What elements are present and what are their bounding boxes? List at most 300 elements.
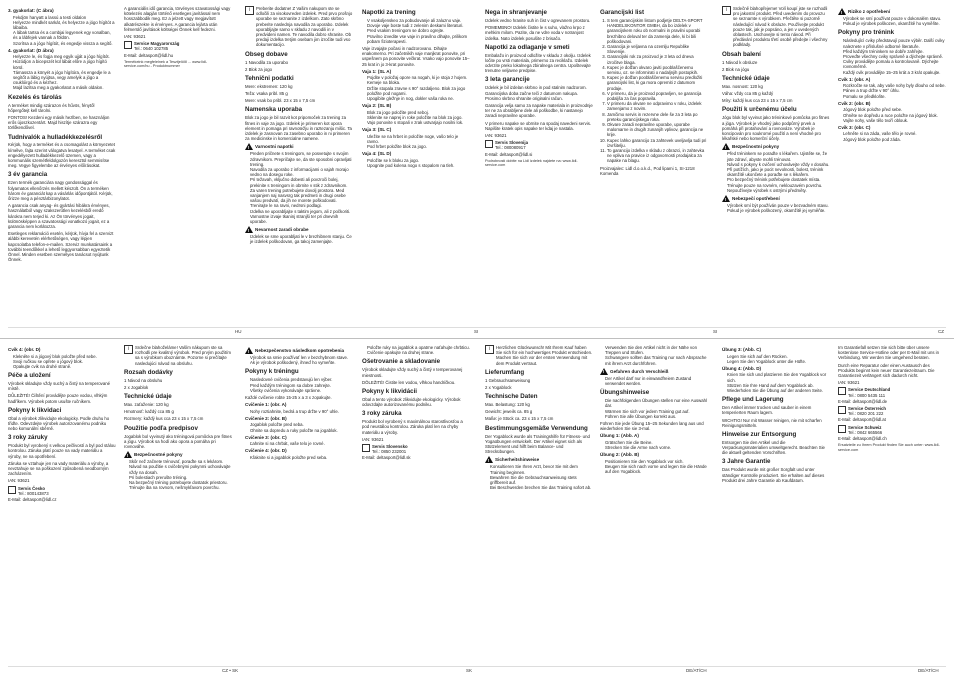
service-country: Servis Česko xyxy=(18,485,45,491)
bullet-list xyxy=(8,354,116,370)
paragraph: DŮLEŽITÉ! Čištění provádějte pouze vodou, vlhkým hadříkem. Výrobek potom usušte ručníkem. xyxy=(8,393,108,404)
warning-label: Gefahren durch Verschleiß xyxy=(610,368,669,374)
section-heading: Obseg dobave xyxy=(245,50,288,58)
paragraph: Blok za jogo je bil razvit kot pripomoček za trening za fitnes in vaje za jogo. Izdelek je primeren kot opora element in pomaga pri ravnotežju in raztezanju mišic. Ta izdelek je zasnovan za zasebno uporabo in ni primeren za medicinske in komercialne namene. xyxy=(245,115,352,142)
paragraph: Produkt byl vyrobený s velkou pečlivostí a byl pod stálou kontrolou. Záruka platí pouze na vady materiálu a výroby, ne na opotřebení. xyxy=(8,443,116,459)
list-item: • Výrobok sa smie používať len v bezchybnom stave. Ak je výrobok poškodený, ihneď ho vymeňte. xyxy=(250,355,353,365)
list-item: • Pro bezpečný trénink potřebujete dostatek místa. xyxy=(727,177,830,182)
subsection-heading: Übung 3: (Abb. C) xyxy=(722,347,762,352)
phone-icon xyxy=(124,41,132,49)
paragraph: Max. Belastung: 120 kg xyxy=(485,402,530,408)
warning-triangle-icon xyxy=(722,143,730,150)
list-item: • A lábak tartsa és a combjai legyenek egy vonalban, és a lábfejek vannak a földön. xyxy=(13,30,116,40)
list-item: • Izdelka ne uporabljajte s taktim jegom, ali z počkoriti. xyxy=(250,209,353,214)
list-item: • Za varen trening potrebujete dovolj prostora. Med vanjanjem naj nasvsrg tak predmeti in drugi osebe vašou predvatí, da jih ne morete poškodovati. xyxy=(250,188,353,204)
list-item: • Jógový blok položte před sebe. xyxy=(843,107,946,112)
paragraph: IAN: 93621 xyxy=(838,380,860,386)
list-item: • Nasledovné cvičenia predstavujú len výber. xyxy=(250,377,353,382)
paragraph: WICHTIG! Nur mit Wasser reinigen, nie mit scharfen Reinigungsmitteln. xyxy=(722,417,822,428)
list-item: • Sklenite se naprej in roke položite na blok za jogo. xyxy=(367,115,470,120)
list-item: 10. Kupec lahko garancijo za zahtevek uveljavlja tudi pri izvršitelju. xyxy=(607,138,708,148)
bullet-list xyxy=(485,464,593,490)
paragraph: Rozmery: každý kus cca 23 x 15 x 7,5 cm xyxy=(124,416,204,422)
bottom-spread xyxy=(0,339,954,677)
column xyxy=(600,6,708,324)
subsection-heading: Cvik 1: (obr. A) xyxy=(838,76,871,82)
paragraph: E-Mail: deltasport@lidl.at xyxy=(838,417,886,423)
paragraph: Záruka se vztahuje jen na vady materiálu a výroby, a nevztahuje se na poškození způsobená neodborným zacházením. xyxy=(8,460,109,477)
service-phone: Tel.: 0800 5435 111 xyxy=(848,392,886,398)
service-phone: Tel.: 0850 232001 xyxy=(372,449,407,455)
paragraph: Garancija velja samo za napake materiala in proizvodnje ter ne za obrabljene dele ali poškodbe, ki nastanejo zaradi nepravilne uporabe. xyxy=(485,102,593,119)
paragraph: POMEMBNO! Izdelek čistite le s suho, vlažno krpo z mehkim milom. Pazite, da ne vdre voda v notranjost izdelka. Nato izdelek posušite z brisačo. xyxy=(485,25,585,41)
list-item: • Szorítsa a a jógo hígítót, és engedje vissza a segítő. xyxy=(13,41,116,46)
intro-text: Srdečne blahoželáme! Vaším nákupom ste sa rozhodli pre kvalitný výrobok. Pred prvým použitím sa s výrobkom oboznámte. Pozorne si prečítajte nasledujúci návod na obsluhu. xyxy=(135,345,232,366)
paragraph: Jogablok bol vyvinutý ako tréningová pomôcka pre fitnes a jógu. Výrobok sa hodí ako opora a pomáha pri rovnováhe. xyxy=(124,433,232,449)
service-contact xyxy=(485,140,593,150)
subsection-heading: Vaja 3: (SL C) xyxy=(362,127,392,133)
column xyxy=(722,6,830,324)
list-item: • Schwangere sollten das Training nur nach Absprache mit ihrem Arzt durchführen. xyxy=(605,355,708,365)
subsection-heading: Übung 2: (Abb. B) xyxy=(600,452,640,458)
warning-label: Nevarnost zaradi obrabe xyxy=(255,226,309,232)
section-heading: Napotki za trening xyxy=(362,9,416,16)
subsection-heading: Vaja 1: (SL A) xyxy=(362,68,392,74)
list-item: • Návod na použitie s cvičebnými pokynmi uchovávajte vždy na dosah. xyxy=(129,464,232,474)
list-item: 8. Jamčimo servis in rezervne dele še za 3 leta po preteku garancijskega roka. xyxy=(607,112,708,122)
paragraph: Obal a výrobek zlikvidujte ekologicky. Podle druhu ho třiďte. Odevzdejte výrobek autorizovanému podniku nebo komunální sběrně. xyxy=(8,415,110,432)
list-item: • Wärmen Sie sich vor jedem Training gut auf. xyxy=(605,409,708,414)
column xyxy=(362,345,470,663)
section-heading: Tehnični podatki xyxy=(245,74,294,82)
service-contact xyxy=(838,425,946,435)
list-item: • Helyezze mindkét sarkát, és helyezze a jógo hígítót a lábaiba. xyxy=(13,20,116,30)
paragraph: Max. nosnost: 120 kg xyxy=(722,83,763,89)
bullet-list xyxy=(722,372,830,393)
warning-triangle-icon xyxy=(124,451,132,458)
paragraph: A garancia csak anyag- és gyártási hibákra érvényes, használatból vagy szakszerűtlen kezelésből eredő károkra nem terjed ki. Az Ön törvényes jogait, különösképpen a szavatossági vonatkozó jogait, ez a garancia nem korlátozza. xyxy=(8,203,110,230)
warning-heading xyxy=(124,451,232,458)
bullet-list xyxy=(838,83,946,99)
list-item: • Při potížích, jako je pocit nevolnosti, bolest, trénink okamžitě ukončete a poraďte se s lékařem. xyxy=(727,167,830,177)
info-book-icon: i xyxy=(245,6,254,15)
paragraph: Obal a tento výrobok zlikvidujte ekologicky. Výrobok odovzdajte autorizovanému podniku. xyxy=(362,396,461,408)
service-country: Service Schweiz xyxy=(848,424,882,430)
paragraph: E-Mail: deltasport@lidl.ch xyxy=(838,436,887,442)
section-heading: Pokyny pro trénink xyxy=(838,29,895,37)
bullet-list xyxy=(838,107,946,123)
warning-label: Varnostni napotki xyxy=(255,144,294,150)
list-item: • Na bezpečný tréning potrebujete dostatok priestoru. xyxy=(129,480,232,485)
footnote: Ersatzteile zu Ihrem Produkt finden Sie auch unter: www.lidl-service.com xyxy=(838,443,940,452)
list-item: • Cvičenie opakujte na druhej strane. xyxy=(367,350,470,355)
list-item: • Varnostne izvaje tkaninj stranjši ter pri dnevnih uporabe. xyxy=(250,214,353,224)
bullet-list xyxy=(245,441,353,446)
list-item: • Rozkročte se tak, aby vaše nohy byly dlouho od sebe. xyxy=(843,83,946,88)
list-item: • Ľahnite si na chrbát, vaše telo je rovné. xyxy=(250,441,353,446)
service-country: Service Deutschland xyxy=(848,387,891,393)
paragraph: Váha: vždy cca 85 g každý xyxy=(722,91,774,97)
warning-label: Riziko z opotřebení xyxy=(848,8,891,14)
warning-label: Nebezpečenstvo následkom opotrebenia xyxy=(255,347,345,353)
section-heading: 3 roky záruky xyxy=(8,434,48,442)
list-item: • Positionieren Sie den Yogablock vor sich. xyxy=(605,459,708,464)
list-item: • Grätschen Sie die Beine. xyxy=(605,440,708,445)
paragraph: 1 Návod k obsluze xyxy=(722,59,758,65)
paragraph: E-Mail: deltasport@lidl.si xyxy=(485,151,533,157)
bullet-list xyxy=(245,151,353,224)
list-item: • Před tréninkem se poraďte s lékařem. Ujistěte se, že jste zdraví, abyste mohli trénovat. xyxy=(727,151,830,161)
section-heading: Ošetrovanie a skladovanie xyxy=(362,358,441,366)
list-item: • Jógový blok položte pod záda. xyxy=(843,137,946,142)
paragraph: E-Mail: deltasport@lidl.hu xyxy=(124,52,174,58)
section-heading: 3 Jahre Garantie xyxy=(722,458,771,466)
list-item: 1. S tem garancijskim listom podjetje DELTA-SPORT HANDELSKONTOR GMBH, da bo izdelek v garancijskem roku ob normalni in pravilni uporabi brezhibno deloval ter da zamenja dele, ki bi bili poškodovani. xyxy=(607,18,708,44)
bullet-list xyxy=(600,459,708,475)
list-item: • Knien Sie sich und platzieren Sie den Yogablock vor sich. xyxy=(727,372,830,382)
bullet-list xyxy=(362,75,470,101)
column xyxy=(362,6,470,324)
bullet-list xyxy=(362,18,470,44)
bullet-list xyxy=(362,134,470,150)
warning-triangle-icon xyxy=(245,143,253,150)
folio-label: SK xyxy=(466,668,473,673)
paragraph: Ezen termék garanciára nagy gondossággal és folyamatos ellenőrzés mellett készült. Ön a terméken három év garanciát kap a vásárlás időpontjától. Kérjük, őrizze meg a pénztárbizonylatot. xyxy=(8,180,113,201)
warning-heading xyxy=(485,456,593,463)
paragraph: Izdelek je bil izdelan skrbno in pod stalnim nadzorom. Garancijska doba začne teči z datumom nakupa. Prosimo skrbno shranite originalni račun. xyxy=(485,85,587,101)
phone-icon xyxy=(8,486,16,494)
list-item: • Támassza a könyét a jógo hígítóra, és engedje le a segítőt a lábig nyújtsa, vegy amelyik a jógo a csuklóirgó és a kézhez. xyxy=(13,70,116,86)
list-item: • Pod hrbet položite blok za jogo. xyxy=(367,144,470,149)
service-phone: Tel.: 0640 102785 xyxy=(134,46,169,52)
subsection-heading: Cvik 3: (obr. C) xyxy=(838,124,871,130)
list-item: • Pánev a trup držte v 90° úhlu. xyxy=(843,88,946,93)
paragraph: Mere: vsak bo pribl. 23 x 15 x 7,5 cm xyxy=(245,98,316,104)
list-item: • Svoji ručkou se opřete o jógový blok. xyxy=(13,359,116,364)
paragraph: Das Produkt wurde mit großer Sorgfalt und unter ständiger Kontrolle produziert. Sie erhalten auf dieses Produkt drei Jahre Garantie ab Kaufdatum. xyxy=(722,467,825,483)
service-phone: Tel.: 080080917 xyxy=(495,145,526,151)
paragraph: Jógu blok byl vyvinut jako tréninkové pomůcka pro fitnes a jóga. Výrobek je vhodný jako podpůrný prvek a pomáhá při protahování a rovnováze. Výrobek je koncipován pro soukromé použití a není vhodné pro lékařské nebo komerční účely. xyxy=(722,115,830,142)
list-item: • Legen Sie sich auf den Rücken. xyxy=(727,354,830,359)
paragraph: A garanciális idő garancia, törvényes szavatossági vagy kötelezés alapján történő esetleges javítással nem hosszabbodik meg. Ez a jelzett vagy megjavított alkatrészekre is érvényes. A garancia lejárta után felmerülő javítások költségei Önnek kell fedezni. xyxy=(124,6,231,32)
column xyxy=(600,345,708,663)
intro-note xyxy=(124,345,232,366)
section-heading: Nega in shranjevanje xyxy=(485,9,547,16)
paragraph: 2 x Jogablok xyxy=(124,384,149,390)
paragraph: Hmotnosť: každý cca 85 g xyxy=(124,409,174,415)
list-item: • Trenirajte le na ravni, nedrsni podlagi. xyxy=(250,203,353,208)
list-item: • Vajíte nohy, vaše tělo tvoří oblouk. xyxy=(843,118,946,123)
service-country: Service Magyarország xyxy=(134,41,180,47)
bullet-list xyxy=(722,203,830,213)
folio-label: SI xyxy=(474,329,479,334)
list-item: • Lehněte si na záda, vaše tělo je rovné. xyxy=(843,131,946,136)
bullet-list xyxy=(245,377,353,393)
subsection-heading: Cvik 2: (obr. B) xyxy=(838,100,871,106)
paragraph: IAN: 93621 xyxy=(124,34,146,40)
section-heading: Kezelés és tárolás xyxy=(8,93,62,101)
section-heading: 3 leta garancije xyxy=(485,76,530,84)
folio-label: CZ • SK xyxy=(222,668,239,673)
subsection-heading: Cvičenie 2: (obr. B) xyxy=(245,415,287,421)
service-contact xyxy=(838,387,946,397)
service-lines xyxy=(848,387,890,397)
numbered-list xyxy=(600,18,708,164)
paragraph: Embalažo in proizvod odložite v skladu z okolju. Izdelek ločite po vrsti materiala, primerno za reciklažo. Izdelek odvrzite preko lokalnega zbiralnega centra. Upoštevajte trenutne veljavne predpise. xyxy=(485,52,591,74)
section-heading: Použití k určenému účelu xyxy=(722,106,797,114)
list-item: • Verwenden Sie den Artikel nicht in der Nähe von Treppen und Stufen. xyxy=(605,345,708,355)
service-lines xyxy=(495,140,528,150)
folio-label: SI xyxy=(713,329,718,334)
bullet-list xyxy=(245,422,353,432)
list-item: • Fekdjön hanyatt a lassú a testi oldalon xyxy=(13,15,116,20)
warning-triangle-icon xyxy=(838,8,846,15)
subsection-heading: Übung 4: (Abb. D) xyxy=(722,365,762,371)
paragraph: Vaje izvajajte počasi in nadzorovano. Dihajte enakomerno. Pri začetnikih vaje manjkrat ponovite, pri uspešnem pa ponovite večkrat. Vsako vajo ponovite 15–25 krat in jo 3-krat ponovite. xyxy=(362,45,470,67)
bullet-list xyxy=(838,38,946,74)
phone-icon xyxy=(362,444,370,452)
paragraph: A terméket mindig szárazon és hűvös, fénytől hőpergőtejt kell tárolni. xyxy=(8,102,95,113)
list-item: • Stützen Sie Ihre Hand auf dem Yogablock ab. xyxy=(727,383,830,388)
paragraph: V primeru napake se obrnite na spodaj navedeni servis. Napišite kratek opis napake ter kdaj je nastala. xyxy=(485,120,592,131)
intro-note xyxy=(722,6,830,48)
column xyxy=(485,6,593,324)
info-book-icon: i xyxy=(722,6,731,15)
paragraph: IAN: 93621 xyxy=(485,132,507,138)
warning-label: Sicherheitshinweise xyxy=(495,457,540,463)
service-phone: Tel.: 800143873 xyxy=(18,490,49,496)
warning-heading xyxy=(245,347,353,354)
bullet-list xyxy=(245,455,353,460)
folio-label: HU xyxy=(235,329,242,334)
subsection-heading: Cvik 4: (obr. D) xyxy=(8,347,41,352)
folio-rule xyxy=(8,327,946,328)
paragraph: Kérjük, hogy a terméket és a csomagolást a környezetet kímélve, fajta szerint válogatva lesatyel. A terméket csak engedélyezett hulladékkezelő üzemen, vagy a kommunális szemétfeldolgozón keresztül semmisítse meg. Vegye figyelembe az érvényes előírásokat. xyxy=(8,142,116,169)
list-item: • Všetky cvičenia vykonávajte správne. xyxy=(250,388,353,393)
footnote: Podrobnosti dobite na Lidl izdelek najdete na: www.lidl-service.com xyxy=(485,158,578,168)
service-lines xyxy=(372,444,408,454)
list-item: • Navodila za uporabo z informacijami o vajah morajo vedno na dosegu roke. xyxy=(250,167,353,177)
bullet-list xyxy=(8,15,116,46)
bullet-list xyxy=(245,355,353,365)
paragraph: E-Mail: deltasport@lidl.sk xyxy=(362,455,411,461)
warning-heading xyxy=(245,143,353,150)
column xyxy=(838,345,946,663)
subsection-heading: Cvičenie 1: (obr. A) xyxy=(245,402,287,408)
paragraph: 1 Návod na obsluhu xyxy=(124,377,163,383)
info-book-icon: i xyxy=(485,345,494,354)
list-item: • Položte ruky na jogablok a opatrne naťahujte chrbticu. xyxy=(367,345,470,350)
paragraph: Izdelek vedno hranite suh in čist v ogrevanem prostoru. xyxy=(485,17,591,23)
list-item: 9. Okvare zaradi nepravilne uporabe, uporabe malomarne in drugih zunanjih vplivov, garancija ne krije. xyxy=(607,122,708,138)
service-country: Service Österreich xyxy=(848,406,886,412)
list-item: • Nohy roztiahnite, bedrá a trup držte v 90° uhle. xyxy=(250,409,353,414)
list-item: • Držite stopala zravne s 90° razdaljeno. Blok za jogo položite pod nogami. xyxy=(367,86,470,96)
list-item: • Výrobek se smí používat pouze v dokonalém stavu. Pokud je výrobek poškozen, okamžitě ho vyměňte. xyxy=(843,16,946,26)
list-item: • Následující cviky představují pouze výběr. Další cviky naleznete v příslušné odborné literatuře. xyxy=(843,38,946,48)
section-heading: Namenska uporaba xyxy=(245,106,303,114)
list-item: • Pri bolestiach prerušte tréning. xyxy=(129,475,232,480)
warning-heading xyxy=(600,368,708,375)
list-item: • Jogablok položte pred seba. xyxy=(250,422,353,427)
bullet-list xyxy=(722,354,830,364)
list-item: • Strecken Sie die Arme nach vorne. xyxy=(605,445,708,450)
section-heading: Bestimmungsgemäße Verwendung xyxy=(485,424,588,432)
paragraph: Výrobek skladujte vždy suchý a čistý na temperované místě. xyxy=(8,381,110,392)
subsection-heading: Cvičenie 4: (obr. D) xyxy=(245,448,287,454)
paragraph: 2 Blok na jógu xyxy=(722,66,750,72)
phone-icon xyxy=(485,140,493,148)
footnote: Termékeink megfelelnek a Tesztjelölő ... www.lidl-service.com/hu - Produktnummer xyxy=(124,59,208,69)
list-item: • Vajo ponovite s stopali v zrak ustvarjajo nosilni lok. xyxy=(367,120,470,125)
list-item: • Skôr než začnete trénovať, poraďte sa s lekárom. xyxy=(129,459,232,464)
intro-text: Srdečně blahopřejeme! Volí koupí jste se rozhodli pro jakostní produkt. Před uvedením do provozu se seznamte s výrobkem. Přečtěte si pozorně následující návod k obsluze. Používejte produkt pouze tak, jak je popsáno, a jen v uvedených oblastech. Uschovejte si tento návod. Při předávání produktu třetí osobě předejte i všechny podklady. xyxy=(733,6,828,48)
list-item: • Izdelek se sme uporabljati le v brezhibnem stanju. Če je izdelek poškodovan, ga takoj zamenjajte. xyxy=(250,234,353,244)
info-book-icon: i xyxy=(124,345,133,354)
list-item: 7. V primeru da okvare ne odpravimo v roku, izdelek zamenjamo z novim. xyxy=(607,101,708,111)
warning-triangle-icon xyxy=(600,368,608,375)
list-item: • Opakujte cvik na druhé straně. xyxy=(13,364,116,369)
section-heading: Péče a uložení xyxy=(8,372,51,380)
column xyxy=(124,345,232,663)
list-item: • Nepoužívejte výrobek s ostrými předměty. xyxy=(727,188,830,193)
section-heading: Übungshinweise xyxy=(600,389,650,397)
list-item: • Upogibite gležnje in nog, dokler vaša roka ne. xyxy=(367,96,470,101)
paragraph: Proizvajalec: Lidl d.o.o.k.d., Pod lipami 1, SI-1218 Komenda xyxy=(600,165,695,176)
list-item: • Návod s pokyny k cvičení uchovávejte vždy v dosahu. xyxy=(727,162,830,167)
section-heading: Technické údaje xyxy=(722,74,770,82)
warning-triangle-icon xyxy=(722,195,730,202)
list-item: • Pred vsakim treningom se dobro ogrejte. xyxy=(367,28,470,33)
bullet-list xyxy=(362,110,470,126)
list-item: • Konsultieren Sie Ihren Arzt, bevor Sie mit dem Training beginnen. xyxy=(490,464,593,474)
section-heading: Rozsah dodávky xyxy=(124,368,173,376)
section-heading: 3 év garancia xyxy=(8,171,48,179)
warning-label: Bezpečnostní pokyny xyxy=(732,144,780,150)
bullet-list xyxy=(600,376,708,386)
folio-label: DE/AT/CH xyxy=(918,668,939,673)
column xyxy=(485,345,593,663)
paragraph: Durch eine Reparatur oder einen Austausch des Produkts beginnt kein neuer Garantiezeitraum. Die Garantiezeit verlängert sich dadurch nicht. xyxy=(838,362,935,379)
list-item: • Klekněte si a jógový blok položte před sebe. xyxy=(13,354,116,359)
section-heading: Technické údaje xyxy=(124,393,172,401)
column xyxy=(245,345,353,663)
section-heading: Obsah balení xyxy=(722,50,761,58)
warning-triangle-icon xyxy=(485,456,493,463)
list-item: • Proveďte všechny cviky správně a dýchejte správně. xyxy=(843,54,946,59)
service-contact xyxy=(362,444,470,454)
subsection-heading: 3. gyakorlat: (C ábra) xyxy=(8,8,54,13)
service-country: Servis Slovensko xyxy=(372,443,408,449)
column xyxy=(8,345,116,663)
paragraph: Den Artikel immer trocken und sauber in einem temperierten Raum lagern. xyxy=(722,405,812,416)
section-heading: Pokyny k likvidaci xyxy=(8,406,62,414)
service-lines xyxy=(18,486,49,496)
list-item: • V vsakoljenskeo za pobudovanje ali zaluzno vaje. Dovoje vaje boste tudi z zelenim deskami literaturi. xyxy=(367,18,470,28)
bullet-list xyxy=(8,54,116,90)
list-item: 6. V primeru, da je proizvod popravljen, se garancija podaljša za čas popravila. xyxy=(607,91,708,101)
service-country: Servis Slovenija xyxy=(495,140,528,146)
list-item: • Preden pričnete s treningom, se posvetujte s svojim zdravnikom. Prepričajte se, da ste sposobni opravljati trening. xyxy=(250,151,353,167)
list-item: • Pojdite v položaj opore na nogah, ki je stoja z hojem. Kemeje na bloka. xyxy=(367,75,470,85)
section-heading: Hinweise zur Entsorgung xyxy=(722,430,797,438)
service-phone: Tel.: 0820 201 222 xyxy=(848,411,884,417)
list-item: 5. Kupec je dolžan pooblaščenemu servisu predložiti garancijski list, ki ga mora opremiti z datumom prodaje. xyxy=(607,75,708,91)
intro-note xyxy=(485,345,593,366)
warning-heading xyxy=(838,8,946,15)
list-item: • Ohněte se dopředu a ruce položte na jógový blok. xyxy=(843,113,946,118)
paragraph: Produkt bol vyrobený s maximálnou starostlivosťou a pod neustálou kontrolou. Záruka platí len na chyby materiálu a výroby. xyxy=(362,419,463,435)
paragraph: Entsorgen Sie den Artikel und die Verpackungsmaterialien umweltgerecht. Beachten Sie die aktuell geltenden Vorschriften. xyxy=(722,439,825,456)
paragraph: Esetleges reklamáció esetén, kérjük, hívja fel a szervizt alábbi kerevetén elérhetőségen, vagy lépjen kapcsolatba telefon-e-mailen. Szerviz munkatársaink a további teendőkkel a lehető leggyorsabban egyeztetik Önnel. Minden esetben személyes tanácsot nyújtunk Önnek. xyxy=(8,231,114,263)
list-item: • Bewahren Sie die Gebrauchsanweisung stets griffbereit auf. xyxy=(490,475,593,485)
service-phone: Tel.: 0842 665566 xyxy=(848,429,883,435)
service-contact xyxy=(8,486,116,496)
column xyxy=(722,345,830,663)
service-lines xyxy=(134,41,179,51)
service-lines xyxy=(848,425,882,435)
list-item: • Uležite se na hrbet in položite noge, vašo telo je ravno. xyxy=(367,134,470,144)
list-item: • Pomalu se předkloňte. xyxy=(843,94,946,99)
section-heading: Použitie podľa predpisov xyxy=(124,424,198,432)
list-item: • Blok za jogo položite pred seboj. xyxy=(367,110,470,115)
list-item: • Legen Sie den Yogablock unter die Hüfte. xyxy=(727,359,830,364)
section-heading: Lieferumfang xyxy=(485,368,525,376)
service-contact xyxy=(124,41,232,51)
subsection-heading: Vaja 2: (SL B) xyxy=(362,103,392,109)
list-item: • Die nachfolgenden Übungen stellen nur eine Auswahl dar. xyxy=(605,398,708,408)
list-item: • Der Artikel darf nur in einwandfreiem Zustand verwendet werden. xyxy=(605,376,708,386)
phone-icon xyxy=(838,387,846,395)
bullet-list xyxy=(245,409,353,414)
paragraph: DÔLEŽITÉ! Čistite len vodou, vlhkou handričkou. xyxy=(362,379,456,385)
section-heading: Tudnivalók a hulladékkezelésről xyxy=(8,133,103,141)
bullet-list xyxy=(838,16,946,26)
paragraph: Führen Sie jede Übung 15–25 Sekunden lang aus und wiederholen Sie sie 3-mal. xyxy=(600,420,704,432)
list-item: • Húzódjon a bicepszét kül lábát előre a jógo hígító körül. xyxy=(13,59,116,69)
list-item: 2. Garancija je veljavna na ozemlju Republike Slovenije. xyxy=(607,44,708,54)
bullet-list xyxy=(838,131,946,141)
paragraph: 1 Gebrauchsanweisung xyxy=(485,377,531,383)
list-item: • Výrobek smí být používán pouze v bezvadném stavu. Pokud je výrobek poškozený, okamžitě jej vyměňte. xyxy=(727,203,830,213)
list-item: • Každý cvik provádějte 15–25 krát a 3 krát opakujte. xyxy=(843,70,946,75)
section-heading: Pflege und Lagerung xyxy=(722,396,784,404)
paragraph: 2 Blok za jogo xyxy=(245,66,272,72)
paragraph: Gewicht: jeweils ca. 85 g xyxy=(485,409,533,415)
paragraph: Im Garantiefall setzen Sie sich bitte über unsere kostenlose Service-Hotline oder per E-Mail mit uns in Verbindung. Wir werden Sie umgehend beraten. xyxy=(838,345,940,361)
list-item: • Führen Sie alle Übungen korrekt aus. xyxy=(605,414,708,419)
bullet-list xyxy=(600,345,708,366)
list-item: • Trénujte pouze na rovném, neklouzavém povrchu. xyxy=(727,183,830,188)
phone-icon xyxy=(838,425,846,433)
list-item: • Položite se k bloku za jogo. xyxy=(367,158,470,163)
phone-icon xyxy=(838,406,846,414)
warning-label: Bezpečnostné pokyny xyxy=(134,451,183,457)
paragraph: IAN: 93621 xyxy=(362,436,384,442)
section-heading: 3 roky záruka xyxy=(362,410,402,418)
subsection-heading: 4. gyakorlat: (D ábra) xyxy=(8,47,54,53)
subsection-heading: Übung 1: (Abb. A) xyxy=(600,433,639,439)
section-heading: Technische Daten xyxy=(485,393,538,401)
warning-triangle-icon xyxy=(245,226,253,233)
section-heading: Pokyny k tréningu xyxy=(245,368,299,376)
list-item: • Pri težavah, vključno dobesti ali povzroči bolej, prekinite s treningom in obrnite v stik z zdravnikom. xyxy=(250,177,353,187)
subsection-heading: Vaja 4: (SL D) xyxy=(362,151,392,157)
warning-triangle-icon xyxy=(245,347,253,354)
paragraph: Míry: každý kus cca 23 x 15 x 7,5 cm xyxy=(722,98,793,104)
warning-heading xyxy=(722,195,830,202)
list-item: • Majd lazítsa meg a gyakorlatot a másik oldalon. xyxy=(13,85,116,90)
